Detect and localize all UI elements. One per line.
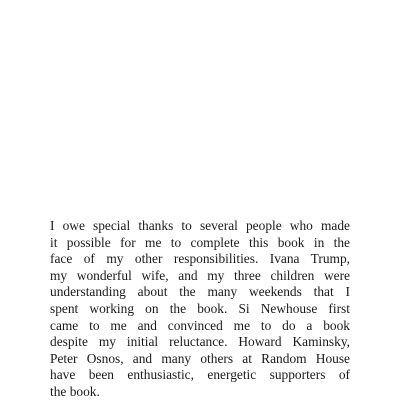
text-line: I owe special thanks to several people who made <box>50 218 350 233</box>
text-line: my wonderful wife, and my three children were <box>50 267 350 283</box>
text-line: the book. <box>50 383 100 399</box>
text-line: despite my initial reluctance. Howard Kaminsky, <box>50 334 350 350</box>
text-line: face of my other responsibilities. Ivana Trump, <box>50 251 350 267</box>
text-line: spent working on the book. Si Newhouse first <box>50 300 350 316</box>
text-line: Peter Osnos, and many others at Random House <box>50 350 350 366</box>
text-line: understanding about the many weekends that I <box>50 284 350 300</box>
text-line: came to me and convinced me to do a book <box>50 317 350 333</box>
text-line: have been enthusiastic, energetic supporters of <box>50 367 350 383</box>
acknowledgment-paragraph <box>50 218 350 401</box>
text-line: it possible for me to complete this book in the <box>50 234 350 250</box>
